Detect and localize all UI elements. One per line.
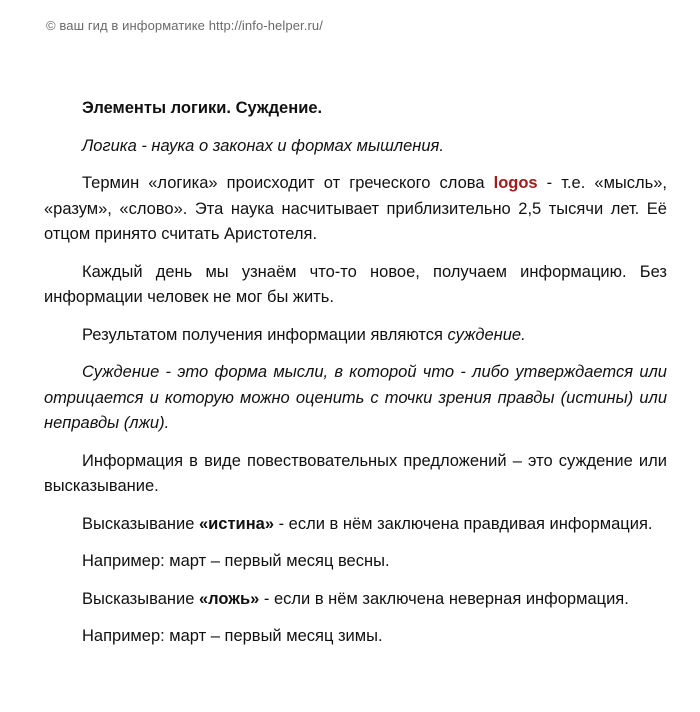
paragraph-result bbox=[44, 323, 667, 349]
paragraph-result-pre: Результатом получения информации являются bbox=[82, 325, 448, 344]
paragraph-true-statement bbox=[44, 512, 667, 538]
example-false: Например: март – первый месяц зимы. bbox=[82, 627, 383, 645]
site-watermark: © ваш гид в информатике http://info-helper.ru/ bbox=[46, 18, 323, 33]
term-judgement: суждение. bbox=[447, 325, 526, 344]
term-true: «истина» bbox=[198, 514, 275, 533]
paragraph-true-post: - если в нём заключена правдивая информация. bbox=[274, 514, 653, 533]
paragraph-judgement-definition: Суждение - это форма мысли, в которой что - либо утверждается или отрицается и которую можно оценить с точки зрения правды (истины) или неправды (лжи). bbox=[44, 363, 667, 432]
paragraph-false-statement bbox=[44, 587, 667, 613]
paragraph-false-post: - если в нём заключена неверная информация. bbox=[259, 589, 629, 608]
paragraph-logic-definition: Логика - наука о законах и формах мышления. bbox=[82, 136, 444, 155]
paragraph-information: Каждый день мы узнаём что-то новое, получаем информацию. Без информации человек не мог бы жить. bbox=[44, 262, 667, 306]
document-title: Элементы логики. Суждение. bbox=[82, 99, 323, 117]
paragraph-term-origin-pre: Термин «логика» происходит от греческого слова bbox=[82, 174, 494, 192]
term-logos: logos bbox=[493, 174, 538, 192]
paragraph-true-pre: Высказывание bbox=[82, 514, 199, 533]
example-true: Например: март – первый месяц весны. bbox=[82, 552, 390, 570]
paragraph-false-pre: Высказывание bbox=[82, 589, 199, 608]
paragraph-term-origin bbox=[44, 171, 667, 248]
paragraph-term-origin-post: - т.е. «мысль», «разум», «слово». Эта наука насчитывает приблизительно 2,5 тысячи лет. Её отцом принято считать Аристотеля. bbox=[44, 174, 668, 243]
document-body bbox=[44, 96, 667, 662]
paragraph-statement: Информация в виде повествовательных предложений – это суждение или высказывание. bbox=[44, 451, 667, 495]
term-false: «ложь» bbox=[198, 589, 260, 608]
